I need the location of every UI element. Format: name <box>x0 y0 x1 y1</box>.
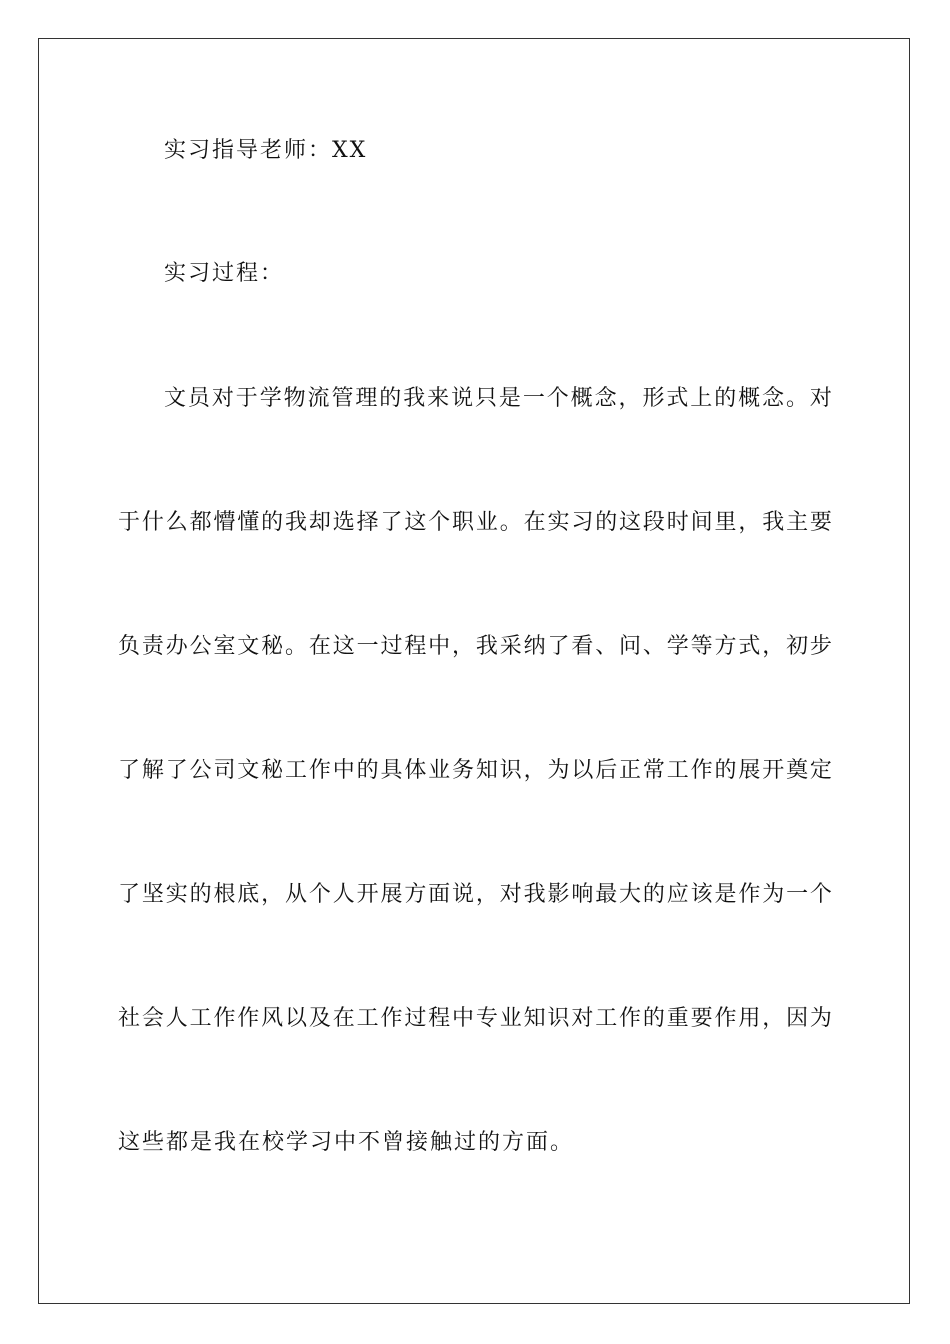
char: 响 <box>571 882 594 907</box>
char: 为 <box>762 882 785 907</box>
char: 根 <box>213 882 236 907</box>
char: 一 <box>356 634 379 659</box>
char: 业 <box>428 758 451 783</box>
char: 上 <box>690 386 713 411</box>
char: 公 <box>189 758 212 783</box>
char: ， <box>261 882 284 907</box>
char: 中 <box>428 634 451 659</box>
char: 识 <box>547 1006 570 1031</box>
char: 业 <box>475 510 498 535</box>
char: 员 <box>187 386 210 411</box>
char: 是 <box>498 386 521 411</box>
char: 。 <box>499 510 522 535</box>
char: 秘 <box>261 634 284 659</box>
char: 人 <box>332 882 355 907</box>
char: 个 <box>809 882 832 907</box>
char: 展 <box>738 758 761 783</box>
char: 了 <box>165 758 188 783</box>
char: 工 <box>666 758 689 783</box>
char: 体 <box>404 758 427 783</box>
char: 该 <box>690 882 713 907</box>
char: 负 <box>118 634 141 659</box>
char: 专 <box>475 1006 498 1031</box>
char: 的 <box>714 758 737 783</box>
char: 问 <box>619 634 642 659</box>
char: 采 <box>499 634 522 659</box>
char: 实 <box>165 882 188 907</box>
char: 了 <box>118 758 141 783</box>
char: 说 <box>451 386 474 411</box>
char: 公 <box>189 634 212 659</box>
char: ， <box>523 758 546 783</box>
char: 个 <box>308 882 331 907</box>
char: ， <box>475 882 498 907</box>
char: 为 <box>809 1006 832 1031</box>
char: 概 <box>738 386 761 411</box>
char: 流 <box>307 386 330 411</box>
char: 及 <box>308 1006 331 1031</box>
char: 于 <box>118 510 141 535</box>
page-border <box>38 38 910 1304</box>
char: ， <box>762 634 785 659</box>
char: 说 <box>452 882 475 907</box>
char: 具 <box>380 758 403 783</box>
char: 个 <box>428 510 451 535</box>
char: 了 <box>380 510 403 535</box>
char: 工 <box>356 1006 379 1031</box>
char: 。 <box>785 386 808 411</box>
char: 应 <box>666 882 689 907</box>
char: 么 <box>165 510 188 535</box>
char: 式 <box>738 634 761 659</box>
char: 人 <box>165 1006 188 1031</box>
char: 过 <box>404 1006 427 1031</box>
body-line-5 <box>118 880 832 910</box>
char: 理 <box>355 386 378 411</box>
body-line-2 <box>118 508 832 538</box>
body-line-4 <box>118 756 832 786</box>
char: 工 <box>189 1006 212 1031</box>
char: 作 <box>213 1006 236 1031</box>
char: 中 <box>452 1006 475 1031</box>
char: 学 <box>666 634 689 659</box>
char: 工 <box>595 1006 618 1031</box>
char: 会 <box>141 1006 164 1031</box>
char: 我 <box>762 510 785 535</box>
char: 坚 <box>141 882 164 907</box>
char: 用 <box>738 1006 761 1031</box>
char: 影 <box>547 882 570 907</box>
char: ， <box>618 386 641 411</box>
char: 一 <box>786 882 809 907</box>
char: 了 <box>547 634 570 659</box>
char: 作 <box>237 1006 260 1031</box>
char: 懂 <box>237 510 260 535</box>
char: 初 <box>786 634 809 659</box>
char: 这 <box>404 510 427 535</box>
char: 的 <box>356 758 379 783</box>
char: 学 <box>259 386 282 411</box>
char: 我 <box>285 510 308 535</box>
char: 方 <box>714 634 737 659</box>
char: 我 <box>475 634 498 659</box>
char: 的 <box>714 386 737 411</box>
char: 最 <box>595 882 618 907</box>
char: 为 <box>547 758 570 783</box>
char: 个 <box>546 386 569 411</box>
char: 作 <box>308 758 331 783</box>
char: 里 <box>714 510 737 535</box>
char: 底 <box>237 882 260 907</box>
char: 过 <box>380 634 403 659</box>
char: 概 <box>570 386 593 411</box>
char: 要 <box>809 510 832 535</box>
char: 风 <box>261 1006 284 1031</box>
char: 、 <box>595 634 618 659</box>
char: 的 <box>595 510 618 535</box>
char: 对 <box>211 386 234 411</box>
char: 务 <box>452 758 475 783</box>
char: 责 <box>141 634 164 659</box>
char: 对 <box>809 386 832 411</box>
char: 的 <box>642 882 665 907</box>
char: 习 <box>571 510 594 535</box>
char: 文 <box>164 386 187 411</box>
char: 程 <box>428 1006 451 1031</box>
char: 开 <box>762 758 785 783</box>
char: 面 <box>428 882 451 907</box>
char: 作 <box>690 758 713 783</box>
char: 文 <box>237 634 260 659</box>
char: 以 <box>285 1006 308 1031</box>
char: 的 <box>189 882 212 907</box>
char: 念 <box>594 386 617 411</box>
char: 等 <box>690 634 713 659</box>
char: 纳 <box>523 634 546 659</box>
advisor-line: 实习指导老师：XX <box>164 138 368 163</box>
char: 奠 <box>786 758 809 783</box>
char: 工 <box>285 758 308 783</box>
body-line-3 <box>118 632 832 662</box>
body-line-7: 这些都是我在校学习中不曾接触过的方面。 <box>118 1130 575 1155</box>
char: 主 <box>786 510 809 535</box>
char: 在 <box>332 1006 355 1031</box>
char: 以 <box>571 758 594 783</box>
body-line-6 <box>118 1004 832 1034</box>
char: 室 <box>213 634 236 659</box>
char: 因 <box>786 1006 809 1031</box>
char: 于 <box>235 386 258 411</box>
char: 职 <box>452 510 475 535</box>
char: 懵 <box>213 510 236 535</box>
process-heading: 实习过程： <box>164 261 285 286</box>
char: 的 <box>642 1006 665 1031</box>
char: 实 <box>547 510 570 535</box>
char: ， <box>762 1006 785 1031</box>
char: 一 <box>522 386 545 411</box>
char: 间 <box>690 510 713 535</box>
char: 管 <box>331 386 354 411</box>
char: 段 <box>642 510 665 535</box>
char: 知 <box>475 758 498 783</box>
char: 知 <box>523 1006 546 1031</box>
char: 定 <box>809 758 832 783</box>
char: 来 <box>427 386 450 411</box>
char: 是 <box>714 882 737 907</box>
char: 秘 <box>261 758 284 783</box>
char: 都 <box>189 510 212 535</box>
char: 程 <box>404 634 427 659</box>
char: 作 <box>714 1006 737 1031</box>
char: 开 <box>356 882 379 907</box>
char: 物 <box>283 386 306 411</box>
char: 时 <box>666 510 689 535</box>
char: 业 <box>499 1006 522 1031</box>
char: 重 <box>666 1006 689 1031</box>
char: 展 <box>380 882 403 907</box>
char: 解 <box>141 758 164 783</box>
char: 社 <box>118 1006 141 1031</box>
char: 司 <box>213 758 236 783</box>
char: 正 <box>619 758 642 783</box>
char: 念 <box>762 386 785 411</box>
body-line-1 <box>164 384 832 414</box>
char: 要 <box>690 1006 713 1031</box>
char: 。 <box>285 634 308 659</box>
char: ， <box>738 510 761 535</box>
char: 、 <box>642 634 665 659</box>
char: 我 <box>523 882 546 907</box>
char: 步 <box>809 634 832 659</box>
char: 方 <box>404 882 427 907</box>
char: 选 <box>332 510 355 535</box>
char: ， <box>452 634 475 659</box>
char: 作 <box>380 1006 403 1031</box>
char: 大 <box>619 882 642 907</box>
char: 了 <box>118 882 141 907</box>
char: 这 <box>332 634 355 659</box>
char: 择 <box>356 510 379 535</box>
char: 中 <box>332 758 355 783</box>
char: 对 <box>571 1006 594 1031</box>
char: 从 <box>285 882 308 907</box>
char: 文 <box>237 758 260 783</box>
char: 办 <box>165 634 188 659</box>
char: 在 <box>308 634 331 659</box>
char: 对 <box>499 882 522 907</box>
char: 式 <box>666 386 689 411</box>
char: 我 <box>403 386 426 411</box>
char: 在 <box>523 510 546 535</box>
char: 的 <box>379 386 402 411</box>
char: 识 <box>499 758 522 783</box>
char: 却 <box>308 510 331 535</box>
char: 形 <box>642 386 665 411</box>
char: 后 <box>595 758 618 783</box>
char: 看 <box>571 634 594 659</box>
char: 只 <box>474 386 497 411</box>
char: 常 <box>642 758 665 783</box>
char: 作 <box>619 1006 642 1031</box>
char: 的 <box>261 510 284 535</box>
char: 作 <box>738 882 761 907</box>
char: 什 <box>141 510 164 535</box>
char: 这 <box>619 510 642 535</box>
